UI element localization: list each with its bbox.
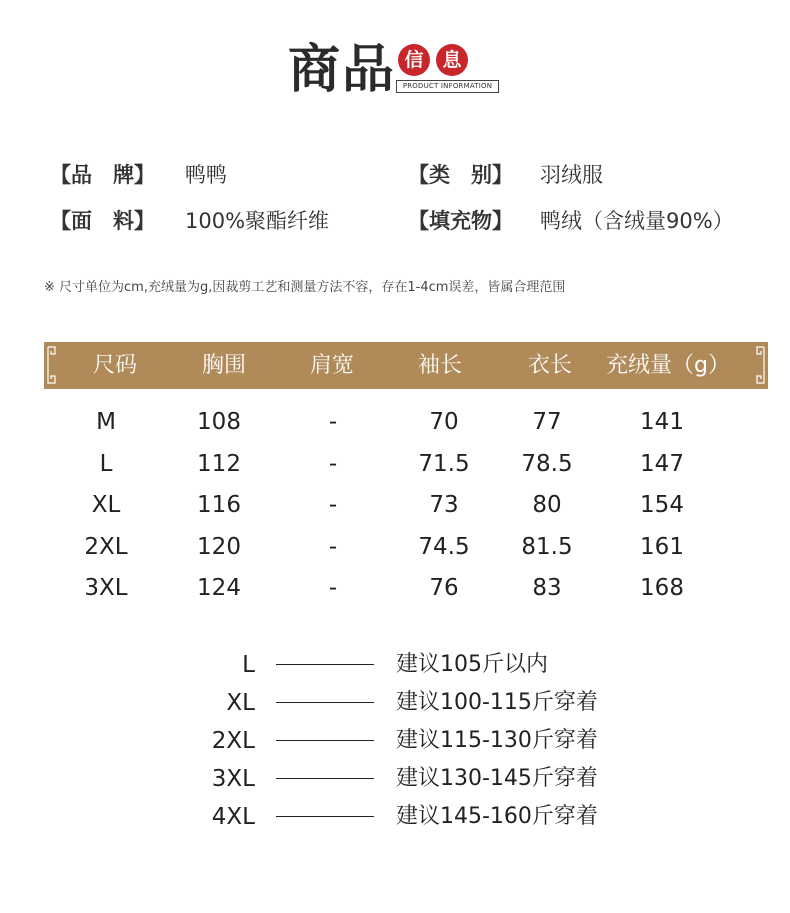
rec-size: XL (226, 690, 255, 716)
rec-divider (276, 816, 374, 817)
cell-chest: 116 (197, 492, 241, 518)
cell-length: 77 (532, 409, 562, 435)
rec-size: L (242, 652, 255, 678)
rec-size: 4XL (211, 804, 255, 830)
rec-divider (276, 664, 374, 665)
rec-text: 建议100-115斤穿着 (396, 690, 598, 715)
cell-chest: 120 (197, 534, 241, 560)
cell-shoulder: - (328, 451, 338, 477)
rec-divider (276, 778, 374, 779)
cell-down-fill: 141 (640, 409, 684, 435)
brand-value: 鸭鸭 (185, 163, 227, 187)
cell-chest: 108 (197, 409, 241, 435)
list-item (0, 723, 790, 759)
fabric-value: 100%聚酯纤维 (185, 209, 330, 233)
cell-size: XL (91, 492, 121, 518)
cell-length: 81.5 (521, 534, 573, 560)
measurement-note: ※ 尺寸单位为cm,充绒量为g,因裁剪工艺和测量方法不容，存在1-4cm误差，皆属合理范围 (44, 280, 566, 295)
cell-size: 2XL (84, 534, 128, 560)
cell-down-fill: 161 (640, 534, 684, 560)
rec-size: 2XL (211, 728, 255, 754)
subtitle-box: PRODUCT INFORMATION (396, 80, 499, 93)
table-row (0, 485, 790, 525)
cell-shoulder: - (328, 492, 338, 518)
cell-sleeve: 70 (429, 409, 459, 435)
cell-down-fill: 147 (640, 451, 684, 477)
rec-text: 建议115-130斤穿着 (396, 728, 598, 753)
cell-shoulder: - (328, 534, 338, 560)
rec-divider (276, 740, 374, 741)
cell-chest: 112 (197, 451, 241, 477)
header-length: 衣长 (527, 353, 573, 378)
cell-chest: 124 (197, 575, 241, 601)
cell-length: 78.5 (521, 451, 573, 477)
brand-label: 【品 牌】 (50, 163, 155, 187)
header-size: 尺码 (92, 353, 138, 378)
size-table-header (44, 342, 768, 389)
cell-size: L (99, 451, 113, 477)
cell-shoulder: - (328, 575, 338, 601)
list-item (0, 799, 790, 835)
corner-ornament-left-icon (47, 345, 57, 385)
rec-text: 建议145-160斤穿着 (396, 804, 598, 829)
rec-text: 建议105斤以内 (396, 652, 548, 677)
page-title: 商品 (288, 40, 397, 100)
category-value: 羽绒服 (540, 163, 603, 187)
cell-sleeve: 76 (429, 575, 459, 601)
cell-down-fill: 168 (640, 575, 684, 601)
table-row (0, 402, 790, 442)
cell-length: 80 (532, 492, 562, 518)
table-row (0, 568, 790, 608)
cell-sleeve: 74.5 (418, 534, 470, 560)
cell-down-fill: 154 (640, 492, 684, 518)
cell-size: M (96, 409, 116, 435)
title-badge-1: 信 (398, 44, 430, 76)
header-sleeve: 袖长 (417, 353, 463, 378)
fabric-label: 【面 料】 (50, 209, 155, 233)
table-row (0, 527, 790, 567)
category-label: 【类 别】 (408, 163, 513, 187)
header-down-fill: 充绒量（g） (606, 353, 730, 378)
filling-label: 【填充物】 (408, 209, 513, 233)
list-item (0, 761, 790, 797)
header-chest: 胸围 (201, 353, 247, 378)
cell-sleeve: 73 (429, 492, 459, 518)
title-badge-2: 息 (436, 44, 468, 76)
cell-sleeve: 71.5 (418, 451, 470, 477)
cell-size: 3XL (84, 575, 128, 601)
rec-divider (276, 702, 374, 703)
cell-shoulder: - (328, 409, 338, 435)
header-shoulder: 肩宽 (309, 353, 355, 378)
corner-ornament-right-icon (755, 345, 765, 385)
cell-length: 83 (532, 575, 562, 601)
list-item (0, 647, 790, 683)
filling-value: 鸭绒（含绒量90%） (540, 209, 734, 233)
table-row (0, 444, 790, 484)
list-item (0, 685, 790, 721)
rec-size: 3XL (211, 766, 255, 792)
rec-text: 建议130-145斤穿着 (396, 766, 598, 791)
